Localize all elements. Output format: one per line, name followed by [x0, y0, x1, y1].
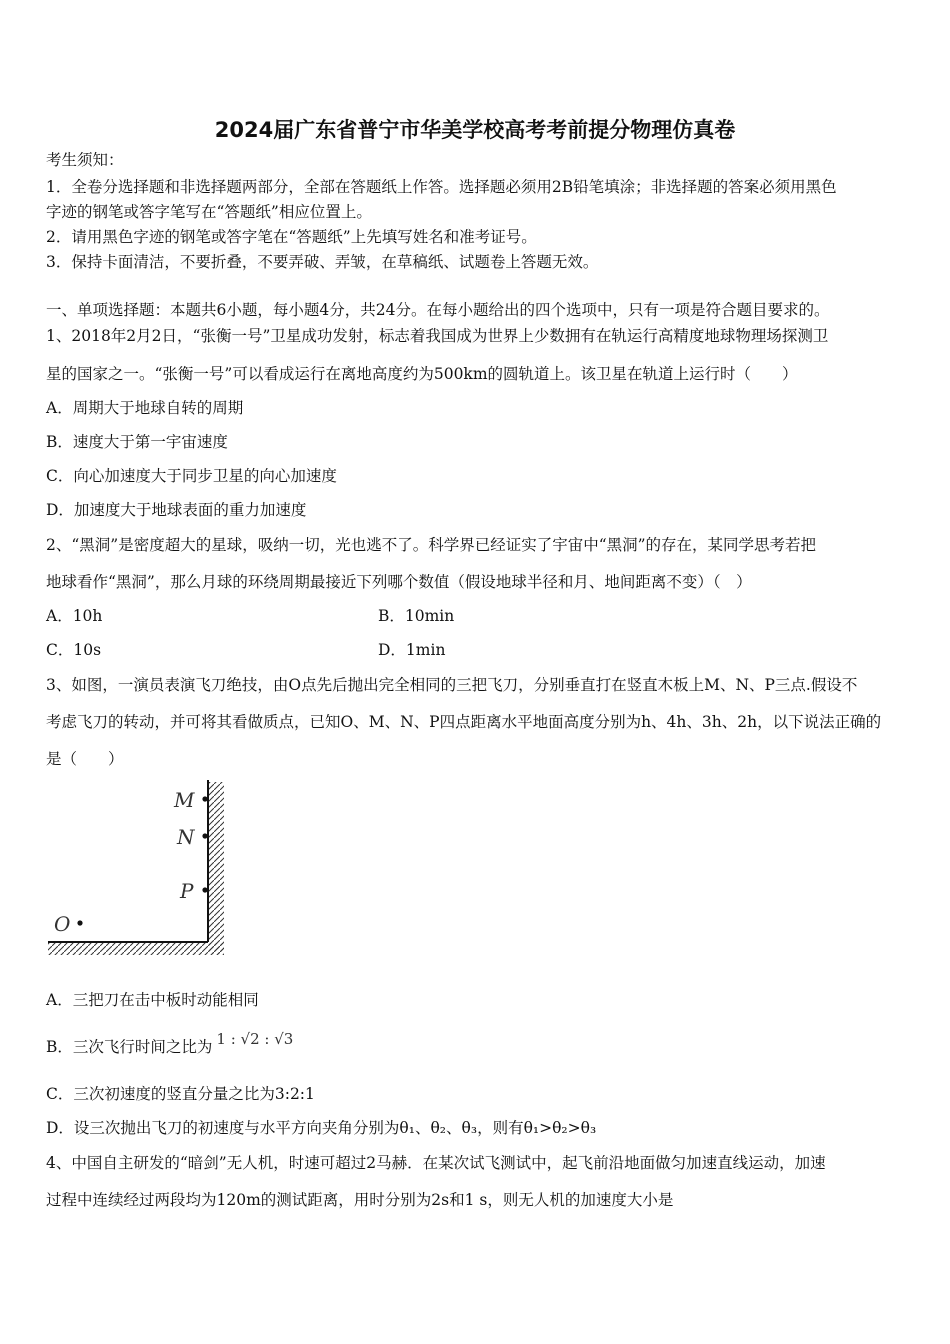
page-title: 2024届广东省普宁市华美学校高考考前提分物理仿真卷 — [214, 118, 736, 142]
q4-line-2: 过程中连续经过两段均为120m的测试距离，用时分别为2s和1 s，则无人机的加速度大小是 — [46, 1191, 674, 1209]
q3-option-a: A．三把刀在击中板时动能相同 — [46, 991, 259, 1009]
point-m-dot — [202, 796, 207, 801]
q3-option-c: C．三次初速度的竖直分量之比为3:2:1 — [46, 1085, 315, 1103]
q2-line-2: 地球看作“黑洞”，那么月球的环绕周期最接近下列哪个数值（假设地球半径和月、地间距离不变）（ ） — [46, 573, 752, 591]
wall-hatch — [209, 782, 224, 954]
point-p-dot — [202, 887, 207, 892]
q1-line-2: 星的国家之一。“张衡一号”可以看成运行在离地高度约为500km的圆轨道上。该卫星在轨道上运行时（ ） — [46, 365, 798, 383]
notice-item-3: 3．保持卡面清洁，不要折叠，不要弄破、弄皱，在草稿纸、试题卷上答题无效。 — [46, 253, 599, 271]
label-o: O — [54, 912, 71, 936]
q2-option-a: A．10h — [46, 607, 103, 625]
q1-option-b: B．速度大于第一宇宙速度 — [46, 433, 228, 451]
label-n: N — [177, 825, 195, 849]
q2-option-d: D．1min — [378, 641, 446, 659]
q3-option-b — [46, 1030, 294, 1057]
q3-line-1: 3、如图，一演员表演飞刀绝技，由O点先后抛出完全相同的三把飞刀，分别垂直打在竖直木板上M、N、P三点.假设不 — [46, 676, 858, 694]
q1-option-c: C．向心加速度大于同步卫星的向心加速度 — [46, 467, 337, 485]
q3-option-b-text: B．三次飞行时间之比为 — [46, 1038, 213, 1056]
point-o-dot — [77, 920, 82, 925]
notice-item-1a: 1．全卷分选择题和非选择题两部分，全部在答题纸上作答。选择题必须用2B铅笔填涂；非选择题的答案必须用黑色 — [46, 178, 837, 196]
q2-option-b: B．10min — [378, 607, 455, 625]
point-n-dot — [202, 833, 207, 838]
notice-heading: 考生须知： — [46, 151, 124, 169]
q3-diagram — [40, 772, 240, 962]
section-heading: 一、单项选择题：本题共6小题，每小题4分，共24分。在每小题给出的四个选项中，只有一项是符合题目要求的。 — [46, 301, 830, 319]
notice-item-1b: 字迹的钢笔或答字笔写在“答题纸”相应位置上。 — [46, 203, 372, 221]
ground-hatch — [48, 943, 224, 955]
q2-option-c: C．10s — [46, 641, 102, 659]
q1-line-1: 1、2018年2月2日，“张衡一号”卫星成功发射，标志着我国成为世界上少数拥有在轨运行高精度地球物理场探测卫 — [46, 327, 829, 345]
q1-option-a: A．周期大于地球自转的周期 — [46, 399, 244, 417]
q2-line-1: 2、“黑洞”是密度超大的星球，吸纳一切，光也逃不了。科学界已经证实了宇宙中“黑洞”的存在，某同学思考若把 — [46, 536, 817, 554]
q3-option-d: D．设三次抛出飞刀的初速度与水平方向夹角分别为θ₁、θ₂、θ₃，则有θ₁>θ₂>θ₃ — [46, 1119, 597, 1137]
q3-option-b-ratio: 1 : √2 : √3 — [216, 1030, 294, 1048]
notice-item-2: 2．请用黑色字迹的钢笔或答字笔在“答题纸”上先填写姓名和准考证号。 — [46, 228, 537, 246]
q3-line-3: 是（ ） — [46, 750, 124, 768]
q3-line-2: 考虑飞刀的转动，并可将其看做质点，已知O、M、N、P四点距离水平地面高度分别为h、4h、3h、2h，以下说法正确的 — [46, 713, 882, 731]
label-p: P — [180, 879, 194, 903]
label-m: M — [174, 788, 195, 812]
q1-option-d: D．加速度大于地球表面的重力加速度 — [46, 501, 307, 519]
q4-line-1: 4、中国自主研发的“暗剑”无人机，时速可超过2马赫．在某次试飞测试中，起飞前沿地面做匀加速直线运动，加速 — [46, 1154, 826, 1172]
